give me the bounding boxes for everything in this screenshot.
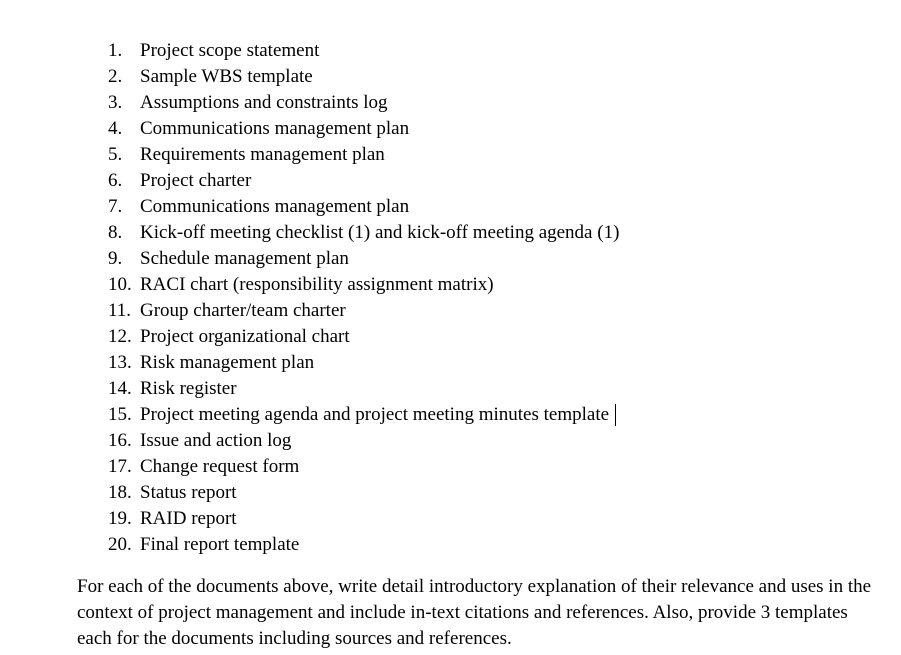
list-text: Group charter/team charter: [140, 300, 346, 321]
list-item: [108, 376, 619, 402]
list-number: 3.: [108, 92, 123, 113]
list-item: [108, 168, 619, 194]
list-text: Project meeting agenda and project meeting minutes template: [140, 404, 610, 425]
list-item: [108, 350, 619, 376]
list-number: 19.: [108, 508, 132, 529]
list-text: Communications management plan: [140, 118, 410, 139]
list-item: [108, 64, 619, 90]
list-number: 9.: [108, 248, 123, 269]
list-text: Issue and action log: [140, 430, 292, 451]
list-text: Change request form: [140, 456, 300, 477]
list-item: [108, 194, 619, 220]
list-number: 7.: [108, 196, 123, 217]
list-text: Sample WBS template: [140, 66, 313, 87]
list-item: [108, 454, 619, 480]
list-text: Requirements management plan: [140, 144, 385, 165]
list-number: 6.: [108, 170, 123, 191]
list-number: 20.: [108, 534, 132, 555]
list-item: [108, 324, 619, 350]
list-text: Schedule management plan: [140, 248, 349, 269]
list-text: Final report template: [140, 534, 300, 555]
list-item: [108, 532, 619, 558]
list-number: 13.: [108, 352, 132, 373]
list-text: Project scope statement: [140, 40, 320, 61]
list-number: 12.: [108, 326, 132, 347]
list-number: 5.: [108, 144, 123, 165]
list-text: Risk management plan: [140, 352, 315, 373]
text-cursor: [615, 404, 616, 426]
list-number: 14.: [108, 378, 132, 399]
list-text: Project organizational chart: [140, 326, 350, 347]
list-number: 16.: [108, 430, 132, 451]
list-number: 2.: [108, 66, 123, 87]
list-number: 18.: [108, 482, 132, 503]
list-number: 15.: [108, 404, 132, 425]
list-text: RAID report: [140, 508, 237, 529]
list-item: [108, 220, 619, 246]
list-number: 1.: [108, 40, 123, 61]
list-item: [108, 402, 619, 428]
list-text: RACI chart (responsibility assignment matrix): [140, 274, 494, 295]
list-text: Communications management plan: [140, 196, 410, 217]
list-item: [108, 116, 619, 142]
list-item: [108, 298, 619, 324]
list-text: Kick-off meeting checklist (1) and kick-off meeting agenda (1): [140, 222, 620, 243]
list-item: [108, 428, 619, 454]
list-text: Assumptions and constraints log: [140, 92, 388, 113]
list-item: [108, 90, 619, 116]
instruction-paragraph: For each of the documents above, write detail introductory explanation of their relevance and uses in the context of project management and include in-text citations and references. Also, provide 3 templates each for the documents including sources and references.: [77, 576, 872, 649]
list-item: [108, 38, 619, 64]
list-number: 8.: [108, 222, 123, 243]
list-number: 11.: [108, 300, 132, 321]
list-item: [108, 272, 619, 298]
list-number: 10.: [108, 274, 132, 295]
list-item: [108, 246, 619, 272]
list-text: Project charter: [140, 170, 252, 191]
list-text: Risk register: [140, 378, 237, 399]
list-item: [108, 506, 619, 532]
list-item: [108, 480, 619, 506]
document-list: [108, 38, 619, 558]
list-item: [108, 142, 619, 168]
list-number: 4.: [108, 118, 123, 139]
list-text: Status report: [140, 482, 237, 503]
list-number: 17.: [108, 456, 132, 477]
